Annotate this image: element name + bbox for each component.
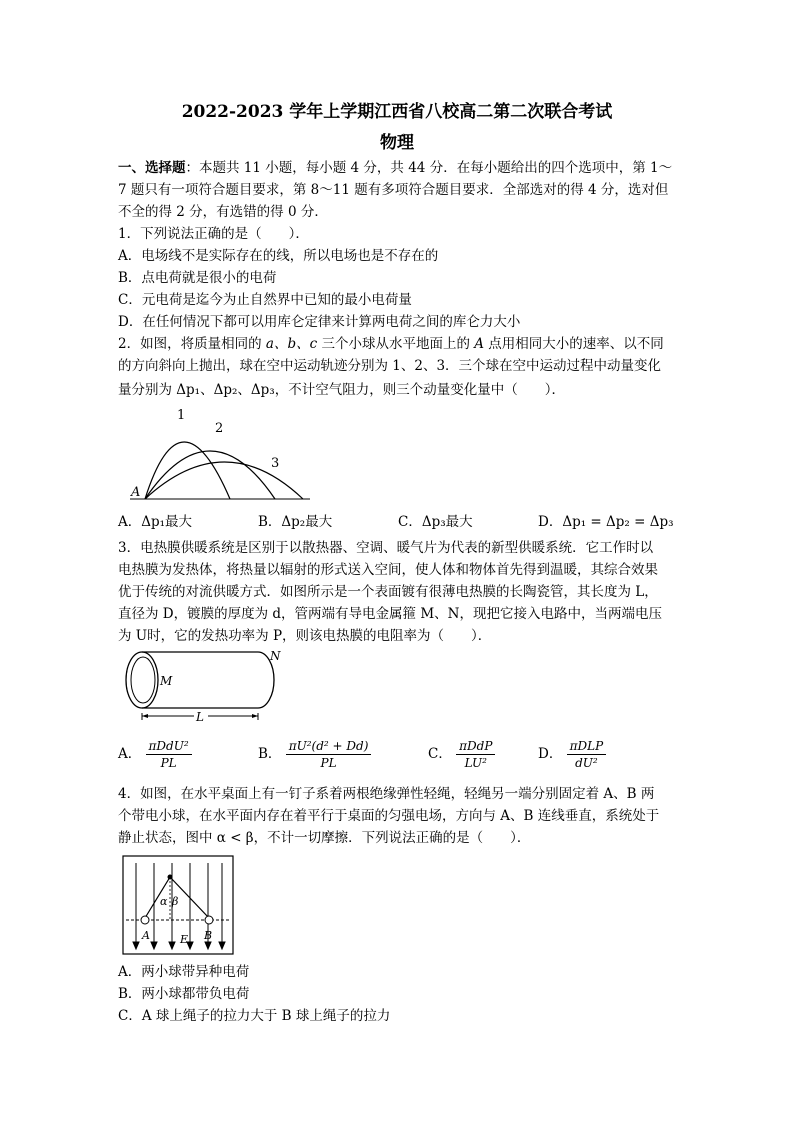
tube-left-inner — [131, 657, 155, 703]
q3-option-d — [538, 738, 606, 771]
q3-line2: 电热膜为发热体，将热量以辐射的形式送入空间，使人体和物体首先得到温暖，其综合效果 — [118, 562, 658, 578]
label-b: B — [204, 929, 213, 942]
q2-line3: 量分别为 Δp₁、Δp₂、Δp₃，不计空气阻力，则三个动量变化量中（ ）． — [118, 382, 565, 398]
q3-option-a — [118, 738, 192, 771]
denominator: PL — [320, 756, 337, 770]
section-intro-text: ：本题共 11 小题，每小题 4 分，共 44 分．在每小题给出的四个选项中，第 1～ — [185, 160, 673, 176]
ball-b — [205, 916, 213, 924]
q4-option-b: B．两小球都带负电荷 — [118, 986, 250, 1002]
option-a-fraction — [146, 738, 192, 771]
option-c-fraction — [456, 738, 495, 771]
q2-line1-part: 三个小球从水平地面上的 — [317, 336, 475, 352]
label-m: M — [160, 674, 173, 688]
section-intro-line1 — [118, 158, 672, 178]
numerator: πDLP — [567, 738, 607, 755]
q2-point-a: A — [474, 336, 484, 352]
nail-dot — [168, 875, 173, 880]
label-3: 3 — [271, 456, 280, 471]
denominator: LU² — [464, 756, 487, 770]
q4-option-c: C．A 球上绳子的拉力大于 B 球上绳子的拉力 — [118, 1008, 391, 1024]
label-1: 1 — [177, 408, 186, 423]
option-label: C． — [428, 746, 452, 762]
q4-option-a: A．两小球带异种电荷 — [118, 964, 250, 980]
label-beta: β — [172, 895, 179, 908]
option-label: B． — [258, 746, 282, 762]
exam-title: 2022-2023 学年上学期江西省八校高二第二次联合考试 — [181, 102, 613, 122]
q2-line1-part: 2．如图，将质量相同的 — [118, 336, 266, 352]
q3-option-b — [258, 738, 371, 771]
option-label: A． — [118, 746, 142, 762]
q3-line5: 为 U时，它的发热功率为 P，则该电热膜的电阻率为（ ）． — [118, 628, 492, 644]
label-alpha: α — [160, 895, 168, 908]
dim-arrow-right — [252, 714, 258, 718]
q2-option-d: D．Δp₁ = Δp₂ = Δp₃ — [538, 514, 674, 530]
q2-line2: 的方向斜向上抛出，球在空中运动轨迹分别为 1、2、3．三个球在空中运动过程中动量变化 — [118, 358, 662, 374]
q1-option-a: A．电场线不是实际存在的线，所以电场也是不存在的 — [118, 248, 439, 264]
exam-subject: 物理 — [380, 133, 414, 153]
q2-vars: a、b、c — [265, 336, 318, 352]
q3-line4: 直径为 D，镀膜的厚度为 d，管两端有导电金属箍 M、N，现把它接入电路中，当两端电压 — [118, 606, 662, 622]
q2-option-b: B．Δp₂最大 — [258, 514, 333, 530]
q4-line3: 静止状态，图中 α < β，不计一切摩擦．下列说法正确的是（ ）． — [118, 830, 531, 846]
denominator: PL — [160, 756, 177, 770]
q1-option-d: D．在任何情况下都可以用库仑定律来计算两电荷之间的库仑力大小 — [118, 314, 521, 330]
q3-line3: 优于传统的对流供暖方式．如图所示是一个表面镀有很薄电热膜的长陶瓷管，其长度为 L， — [118, 584, 658, 600]
q2-line1-part: 点用相同大小的速率、以不同 — [484, 336, 664, 352]
q2-line1 — [118, 334, 664, 354]
option-label: D． — [538, 746, 563, 762]
label-n: N — [270, 649, 281, 663]
section-intro-line3: 不全的得 2 分，有选错的得 0 分． — [118, 204, 328, 220]
ball-a — [141, 916, 149, 924]
q4-field-figure — [122, 855, 234, 955]
numerator: πDdU² — [146, 738, 192, 755]
q1-option-c: C．元电荷是迄今为止自然界中已知的最小电荷量 — [118, 292, 412, 308]
label-l: L — [196, 710, 204, 724]
numerator: πDdP — [456, 738, 495, 755]
option-b-fraction — [286, 738, 372, 771]
option-d-fraction — [567, 738, 607, 771]
q2-option-a: A．Δp₁最大 — [118, 514, 193, 530]
trajectory-3 — [145, 462, 303, 499]
numerator: πU²(d² + Dd) — [286, 738, 372, 755]
q3-option-c — [428, 738, 495, 771]
q2-trajectory-figure — [125, 405, 315, 505]
q4-line2: 个带电小球，在水平面内存在着平行于桌面的匀强电场，方向与 A、B 连线垂直，系统处于 — [118, 808, 660, 824]
dim-arrow-left — [142, 714, 148, 718]
trajectory-2 — [145, 451, 275, 499]
section-heading: 一、选择题 — [118, 160, 186, 176]
label-e: E — [180, 933, 189, 946]
q3-line1: 3．电热膜供暖系统是区别于以散热器、空调、暖气片为代表的新型供暖系统．它工作时以 — [118, 540, 654, 556]
q2-option-c: C．Δp₃最大 — [398, 514, 473, 530]
denominator: dU² — [575, 756, 598, 770]
label-2: 2 — [215, 421, 224, 436]
q4-line1: 4．如图，在水平桌面上有一钉子系着两根绝缘弹性轻绳，轻绳另一端分别固定着 A、B 两 — [118, 786, 655, 802]
label-a: A — [142, 929, 150, 942]
q3-tube-figure — [120, 648, 290, 728]
q1-stem: 1．下列说法正确的是（ ）． — [118, 226, 309, 242]
q1-option-b: B．点电荷就是很小的电荷 — [118, 270, 277, 286]
section-intro-line2: 7 题只有一项符合题目要求，第 8～11 题有多项符合题目要求．全部选对的得 4 分，选对但 — [118, 182, 669, 198]
label-a: A — [131, 485, 141, 500]
